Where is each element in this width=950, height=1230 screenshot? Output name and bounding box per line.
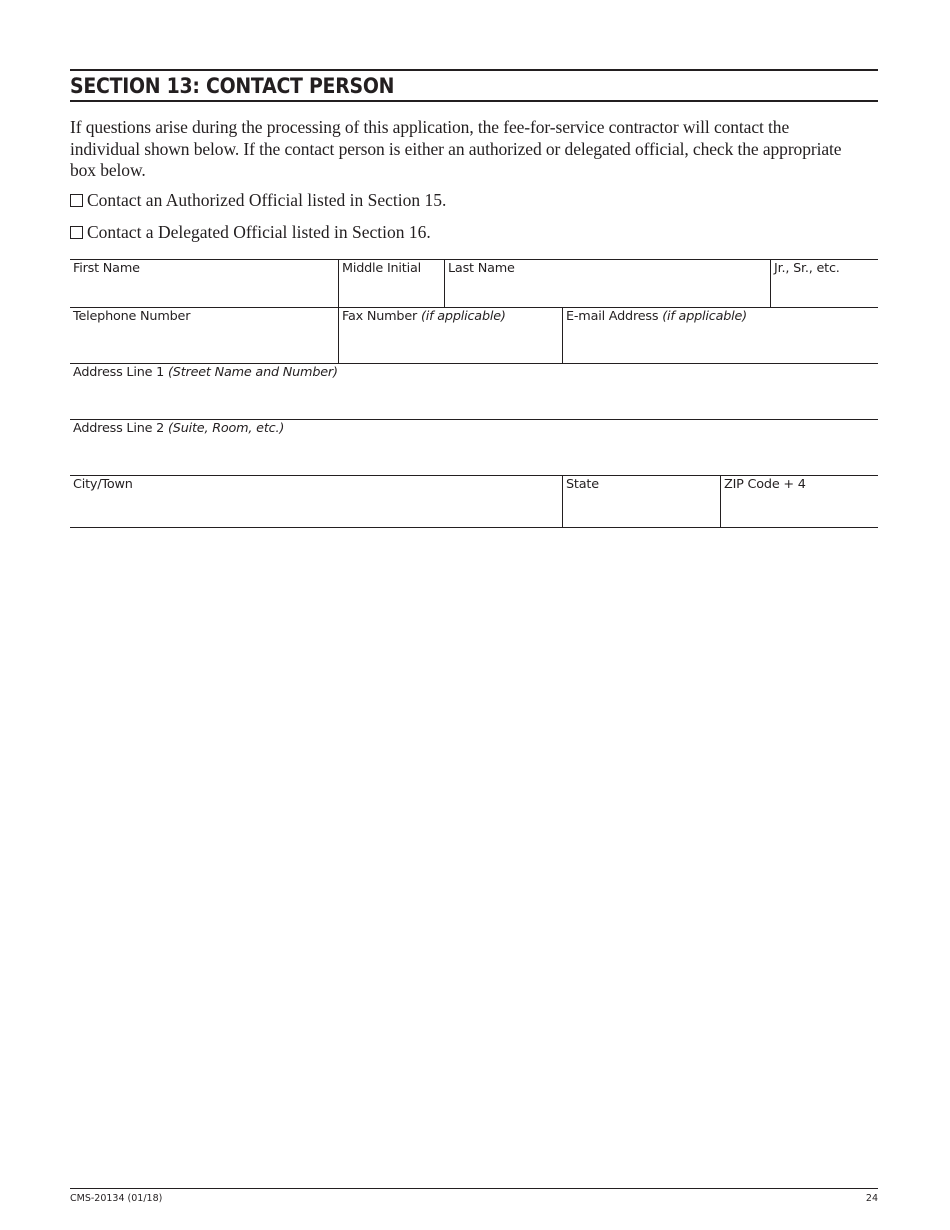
zip-label: ZIP Code + 4 bbox=[724, 477, 806, 492]
address-line-2-row bbox=[70, 419, 878, 475]
fax-field[interactable] bbox=[338, 308, 562, 363]
page-number: 24 bbox=[865, 1193, 878, 1204]
zip-field[interactable] bbox=[720, 476, 878, 527]
delegated-official-checkbox[interactable] bbox=[70, 226, 83, 239]
address-line-2-hint: (Suite, Room, etc.) bbox=[167, 421, 285, 436]
authorized-official-option[interactable] bbox=[70, 189, 446, 211]
suffix-field[interactable] bbox=[770, 260, 878, 307]
fax-hint: (if applicable) bbox=[420, 309, 506, 324]
email-hint: (if applicable) bbox=[662, 309, 747, 324]
footer-rule bbox=[70, 1188, 878, 1189]
address-line-2-label: Address Line 2 bbox=[73, 421, 165, 436]
state-label: State bbox=[566, 477, 599, 492]
name-row bbox=[70, 259, 878, 307]
section-header bbox=[70, 69, 878, 102]
middle-initial-label: Middle Initial bbox=[342, 261, 421, 276]
last-name-label: Last Name bbox=[448, 261, 515, 276]
first-name-field[interactable] bbox=[70, 260, 338, 307]
city-label: City/Town bbox=[73, 477, 133, 492]
section-title: SECTION 13: CONTACT PERSON bbox=[70, 74, 395, 98]
telephone-field[interactable] bbox=[70, 308, 338, 363]
fax-label: Fax Number bbox=[342, 309, 418, 324]
telephone-label: Telephone Number bbox=[73, 309, 191, 324]
form-id: CMS-20134 (01/18) bbox=[70, 1193, 163, 1204]
address-line-1-hint: (Street Name and Number) bbox=[167, 365, 338, 380]
suffix-label: Jr., Sr., etc. bbox=[774, 261, 840, 276]
city-field[interactable] bbox=[70, 476, 562, 527]
email-label: E-mail Address bbox=[566, 309, 659, 324]
email-field[interactable] bbox=[562, 308, 878, 363]
last-name-field[interactable] bbox=[444, 260, 770, 307]
delegated-official-label: Contact a Delegated Official listed in Section 16. bbox=[87, 222, 431, 242]
middle-initial-field[interactable] bbox=[338, 260, 444, 307]
first-name-label: First Name bbox=[73, 261, 140, 276]
address-line-1-field[interactable] bbox=[70, 364, 878, 419]
contact-row bbox=[70, 307, 878, 363]
city-state-zip-row bbox=[70, 475, 878, 527]
authorized-official-label: Contact an Authorized Official listed in Section 15. bbox=[87, 190, 447, 210]
authorized-official-checkbox[interactable] bbox=[70, 194, 83, 207]
state-field[interactable] bbox=[562, 476, 720, 527]
address-line-1-label: Address Line 1 bbox=[73, 365, 165, 380]
form-bottom-rule bbox=[70, 527, 878, 528]
address-line-1-row bbox=[70, 363, 878, 419]
form-page bbox=[70, 0, 878, 1230]
address-line-2-field[interactable] bbox=[70, 420, 878, 475]
delegated-official-option[interactable] bbox=[70, 221, 431, 243]
intro-paragraph: If questions arise during the processing of this application, the fee-for-service contractor will contact the individual shown below. If the contact person is either an authorized or delegated official, check the appropriate box below. bbox=[70, 117, 842, 180]
